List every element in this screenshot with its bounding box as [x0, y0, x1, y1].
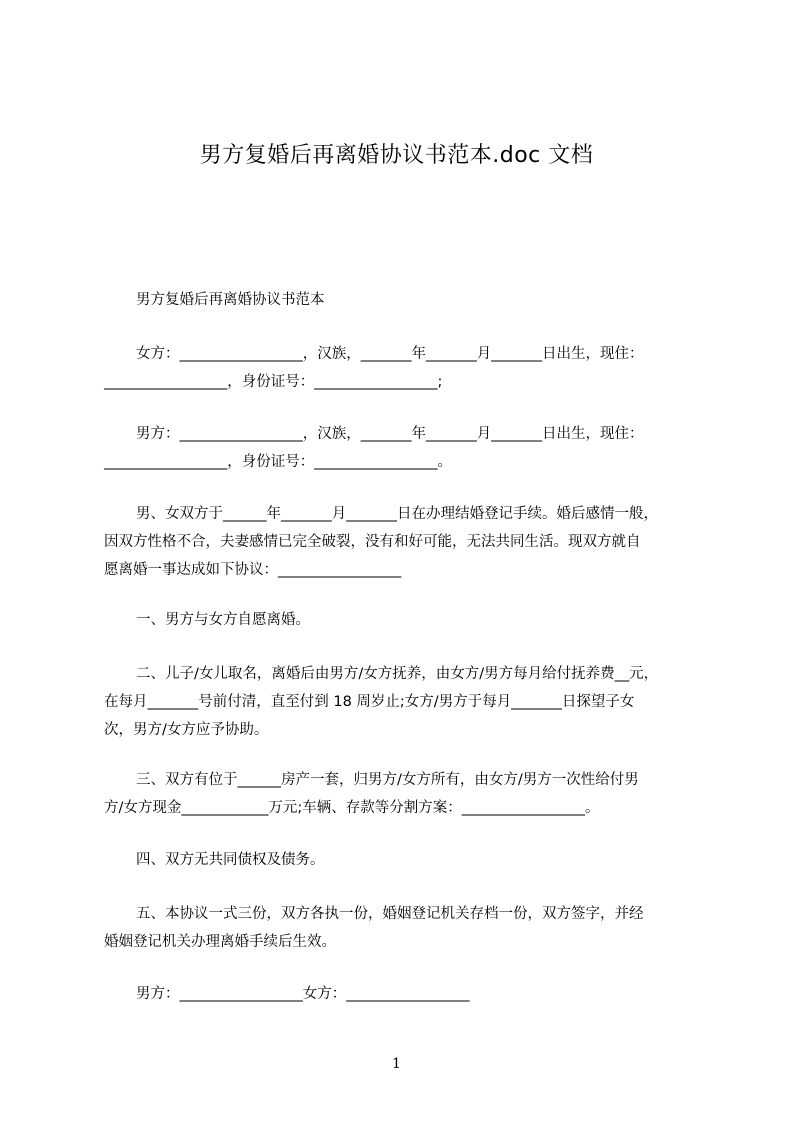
male-party-paragraph — [104, 420, 694, 476]
subtitle-text: 男方复婚后再离婚协议书范本 — [136, 292, 325, 308]
clause-5-line-1: 五、本协议一式三份，双方各执一份，婚姻登记机关存档一份，双方签字，并经 — [136, 906, 644, 922]
signature-text: 男方：_________________女方：_________________ — [136, 986, 470, 1002]
clause-2-line-1: 二、儿子/女儿取名，离婚后由男方/女方抚养，由女方/男方每月给付抚养费__元， — [136, 666, 659, 682]
marriage-info-line-2: 因双方性格不合，夫妻感情已完全破裂，没有和好可能，无法共同生活。现双方就自 — [104, 534, 641, 550]
clause-3-paragraph — [104, 766, 694, 822]
clause-5-paragraph — [104, 900, 694, 956]
signature-line — [104, 980, 694, 1008]
clause-5-line-2: 婚姻登记机关办理离婚手续后生效。 — [104, 934, 336, 950]
clause-3-line-2: 方/女方现金____________万元;车辆、存款等分割方案：_________________。 — [104, 800, 600, 816]
female-party-paragraph — [104, 340, 694, 396]
marriage-info-line-1: 男、女双方于______年_______月_______日在办理结婚登记手续。婚后感情一般， — [136, 506, 658, 522]
page-number: 1 — [392, 1056, 401, 1072]
clause-1-paragraph — [104, 606, 694, 634]
female-party-line-2: _________________，身份证号：_________________; — [104, 374, 443, 390]
clause-4-paragraph — [104, 846, 694, 874]
clause-4-text: 四、双方无共同债权及债务。 — [136, 852, 325, 868]
clause-2-paragraph — [104, 660, 694, 744]
male-party-line-2: _________________，身份证号：_________________。 — [104, 454, 452, 470]
marriage-info-paragraph — [104, 500, 694, 584]
marriage-info-line-3: 愿离婚一事达成如下协议：_________________ — [104, 562, 402, 578]
clause-3-line-1: 三、双方有位于______房产一套，归男方/女方所有，由女方/男方一次性给付男 — [136, 772, 639, 788]
document-title: 男方复婚后再离婚协议书范本.doc 文档 — [199, 143, 594, 168]
document-subtitle — [104, 286, 694, 314]
clause-1-text: 一、男方与女方自愿离婚。 — [136, 612, 310, 628]
female-party-line-1: 女方：_________________，汉族，_______年_______月_______日出生，现住： — [136, 346, 644, 362]
clause-2-line-2: 在每月_______号前付清，直至付到 18 周岁止;女方/男方于每月_______日探望子女 — [104, 694, 635, 710]
clause-2-line-3: 次，男方/女方应予协助。 — [104, 722, 269, 738]
male-party-line-1: 男方：_________________，汉族，_______年_______月_______日出生，现住： — [136, 426, 644, 442]
